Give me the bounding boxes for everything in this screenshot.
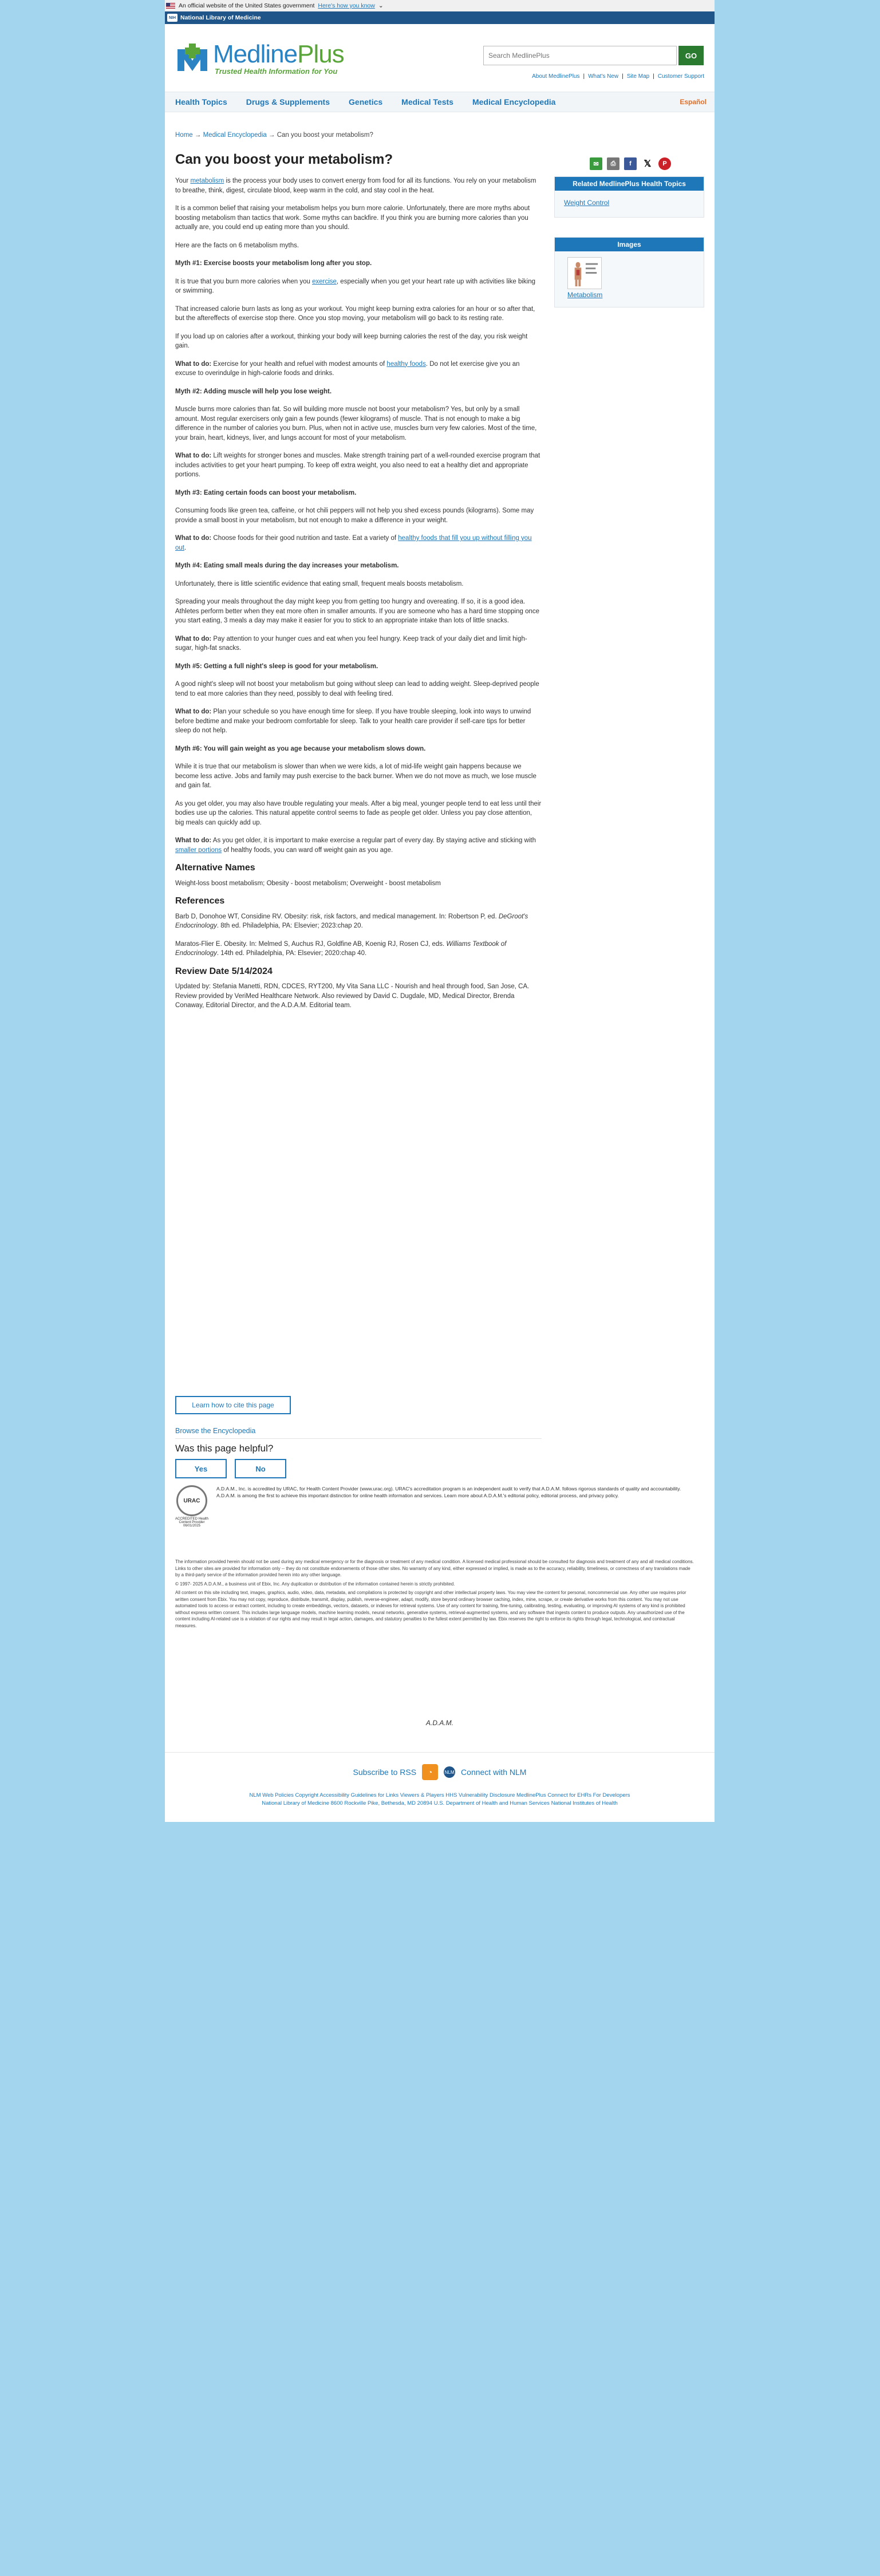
what-to-do: What to do: As you get older, it is important to make exercise a regular part of every day. By staying active and sticking with smaller portions of healthy foods, you can ward off weight gain as you age. <box>175 837 536 854</box>
paragraph: As you get older, you may also have trouble regulating your meals. After a big meal, younger people tend to eat less until their bodies use up the calories. This natural appetite control seems to fade as people get older. Unless you pay close attention, big meals can quickly add up. <box>175 800 542 826</box>
metabolism-link[interactable]: metabolism <box>190 177 224 184</box>
yes-button[interactable]: Yes <box>175 1459 227 1478</box>
search-go-button[interactable]: GO <box>678 46 704 65</box>
disclaimer-paragraph: All content on this site including text, images, graphics, audio, video, data, metadata, and compilations is protected by copyright and other intellectual property laws. You may view the content for personal, noncommercial use. Any other use requires prior written consent from Ebix. You may not copy, reproduce, distribute, transmit, display, publish, reverse-engineer, adapt, modify, store beyond ordinary browser caching, index, mine, scrape, or create derivative works from this content. You may not use automated tools to access or extract content, including to create embeddings, vectors, datasets, or indexes for retrieval systems. Use of any content for training, fine-tuning, calibrating, testing, evaluating, or improving AI systems of any kind is prohibited without express written consent. This includes large language models, machine learning models, neural networks, generative systems, retrieval-augmented systems, and any software that ingests content to produce outputs. Any unauthorized use of the content including AI-related use is a violation of our rights and may result in legal action, damages, and statutory penalties to the fullest extent permitted by law. Ebix reserves the right to enforce its rights through legal, technological, and contractual measures. <box>175 1590 686 1628</box>
breadcrumb-encyclopedia[interactable]: Medical Encyclopedia <box>203 132 267 139</box>
breadcrumb-home[interactable]: Home <box>175 132 193 139</box>
myth-heading: Myth #3: Eating certain foods can boost your metabolism. <box>175 489 357 496</box>
paragraph: Consuming foods like green tea, caffeine, or hot chili peppers will not help you shed excess pounds (kilograms). Some may provide a small boost in your metabolism, but not enough to make a difference in your weight. <box>175 507 534 524</box>
site-map-link[interactable]: Site Map <box>626 73 650 80</box>
search-form <box>483 46 704 65</box>
paragraph: Spreading your meals throughout the day might keep you from getting too hungry and overeating. If so, it is a good idea. Athletes perform better when they eat more often in smaller amounts. If you are someone who has a hard time stopping once you start eating, 3 meals a day may make it easier for you to stick to an appropriate intake than lots of little snacks. <box>175 598 540 624</box>
footer-policy-links[interactable]: NLM Web Policies Copyright Accessibility Guidelines for Links Viewers & Players HHS Vulnerability Disclosure MedlinePlus Connect for EHRs For Developers <box>249 1792 630 1798</box>
related-topics-title: Related MedlinePlus Health Topics <box>555 177 704 191</box>
images-box <box>554 237 704 307</box>
myth-heading: Myth #2: Adding muscle will help you lose weight. <box>175 388 332 395</box>
metabolism-thumbnail[interactable] <box>567 257 602 289</box>
paragraph: It is a common belief that raising your metabolism helps you burn more calorie. Unfortunately, there are more myths about boosting metabolism than tactics that work. Some myths can backfire. If you think you are burning more calories than you actually are, you could end up eating more than you should. <box>175 205 530 231</box>
breadcrumb <box>175 132 373 139</box>
browse-encyclopedia-link[interactable]: Browse the Encyclopedia <box>175 1427 256 1435</box>
adam-logo: A.D.A.M. <box>425 1719 453 1727</box>
gov-banner-text: An official website of the United States government <box>179 2 315 9</box>
helpful-question: Was this page helpful? <box>175 1443 274 1454</box>
reference-item: Barb D, Donohoe WT, Considine RV. Obesity: risk, risk factors, and medical management. In: Robertson P, ed. DeGroot's Endocrinology. 8th ed. Philadelphia, PA: Elsevier; 2023:chap 20. <box>175 913 528 929</box>
nlm-icon[interactable]: NLM <box>444 1766 455 1778</box>
urac-accreditation <box>175 1485 693 1528</box>
what-to-do: What to do: Plan your schedule so you have enough time for sleep. If you have trouble sleeping, look into ways to unwind before bedtime and make your bedroom comfortable for sleep. Talk to your health care provider if self-care tips for better sleep do not help. <box>175 708 531 734</box>
connect-nlm-link[interactable]: Connect with NLM <box>461 1768 527 1777</box>
intro-paragraph: Your metabolism is the process your body uses to convert energy from food for all its functions. You rely on your metabolism to breathe, think, digest, circulate blood, keep warm in the cold, and stay cool in the heat. <box>175 177 536 194</box>
paragraph: While it is true that our metabolism is slower than when we were kids, a lot of mid-life weight gain happens because we become less active. Jobs and family may push exercise to the back burner. When we do not move as much, we lose muscle and gain fat. <box>175 763 536 789</box>
rss-icon[interactable]: ◔ <box>422 1764 438 1780</box>
whats-new-link[interactable]: What's New <box>588 73 619 80</box>
myth-heading: Myth #6: You will gain weight as you age because your metabolism slows down. <box>175 745 426 752</box>
gov-banner <box>165 0 715 11</box>
brand-plus: Plus <box>297 40 344 68</box>
metabolism-image-link[interactable]: Metabolism <box>567 291 603 299</box>
paragraph: Muscle burns more calories than fat. So will building more muscle not boost your metabolism? Yes, but only by a small amount. Most regular exercisers only gain a few pounds (fewer kilograms) of muscle. That is not enough to make a big difference in the number of calories you burn. Plus, when not in active use, muscles burn very few calories. Most of the time, your brain, heart, kidneys, liver, and lungs account for most of your metabolism. <box>175 406 537 441</box>
healthy-foods-fill-link[interactable]: healthy foods that fill you up without filling you out <box>175 535 532 551</box>
paragraph: Unfortunately, there is little scientific evidence that eating small, frequent meals boosts metabolism. <box>175 580 464 587</box>
breadcrumb-arrow: → <box>194 132 202 139</box>
disclaimer-paragraph: The information provided herein should not be used during any medical emergency or for the diagnosis or treatment of any medical condition. A licensed medical professional should be consulted for diagnosis and treatment of any and all medical conditions. Links to other sites are provided for information only -- they do not constitute endorsements of those other sites. No warranty of any kind, either expressed or implied, is made as to the accuracy, reliability, timeliness, or correctness of any translations made by a third-party service of the information provided herein into any other language. <box>175 1559 694 1577</box>
myth-heading: Myth #5: Getting a full night's sleep is good for your metabolism. <box>175 662 378 670</box>
customer-support-link[interactable]: Customer Support <box>657 73 704 80</box>
review-date-heading: Review Date 5/14/2024 <box>175 966 273 976</box>
paragraph: That increased calorie burn lasts as long as your workout. You might keep burning extra calories for an hour or so after that, but the aftereffects of exercise stop there. Once you stop moving, your metabolism will go back to its resting rate. <box>175 305 535 322</box>
medlineplus-logo[interactable] <box>175 41 344 76</box>
site-footer <box>165 1752 715 1822</box>
email-icon[interactable]: ✉ <box>590 157 602 170</box>
paragraph: A good night's sleep will not boost your metabolism but going without sleep can lead to adding weight. Sleep-deprived people tend to eat more calories than they need, possibly to deal with feeling tired. <box>175 681 539 697</box>
feedback-buttons <box>175 1459 286 1478</box>
heres-how-link[interactable]: Here's how you know <box>318 2 375 9</box>
images-title: Images <box>555 238 704 251</box>
nav-medical-tests[interactable]: Medical Tests <box>401 97 453 106</box>
chevron-down-icon[interactable]: ⌄ <box>378 2 384 9</box>
paragraph: It is true that you burn more calories when you exercise, especially when you get your heart rate up with activities like biking or swimming. <box>175 278 536 294</box>
breadcrumb-arrow: → <box>269 132 275 139</box>
healthy-foods-link[interactable]: healthy foods <box>386 360 426 368</box>
subscribe-rss-link[interactable]: Subscribe to RSS <box>353 1768 417 1777</box>
reference-item: Maratos-Flier E. Obesity. In: Melmed S, Auchus RJ, Goldfine AB, Koenig RJ, Rosen CJ, eds. Williams Textbook of Endocrinology. 14th ed. Philadelphia, PA: Elsevier; 2020:chap 40. <box>175 940 507 957</box>
x-icon[interactable]: 𝕏 <box>641 157 654 170</box>
urac-seal-caption: ACCREDITED Health Content Provider 06/01/2025 <box>175 1517 209 1528</box>
what-to-do: What to do: Pay attention to your hunger cues and eat when you feel hungry. Keep track of your daily diet and limit high-sugar, high-fat snacks. <box>175 635 527 652</box>
footer-org-links[interactable]: National Library of Medicine 8600 Rockville Pike, Bethesda, MD 20894 U.S. Department of Health and Human Services National Institutes of Health <box>262 1800 618 1806</box>
espanol-link[interactable]: Español <box>680 98 707 106</box>
medlineplus-logo-icon <box>175 41 210 76</box>
alternative-names: Weight-loss boost metabolism; Obesity - boost metabolism; Overweight - boost metabolism <box>175 879 441 887</box>
nlm-bar <box>165 11 715 24</box>
myth-heading: Myth #1: Exercise boosts your metabolism long after you stop. <box>175 260 372 267</box>
divider <box>175 1438 542 1439</box>
share-bar <box>590 157 671 170</box>
main-nav <box>165 92 715 112</box>
nih-logo-icon[interactable]: NIH <box>167 14 177 22</box>
weight-control-link[interactable]: Weight Control <box>564 199 610 207</box>
paragraph: If you load up on calories after a workout, thinking your body will keep burning calories the rest of the day, you risk weight gain. <box>175 333 528 349</box>
urac-seal-icon: URAC <box>176 1485 207 1516</box>
paragraph: Here are the facts on 6 metabolism myths. <box>175 242 299 249</box>
what-to-do: What to do: Exercise for your health and refuel with modest amounts of healthy foods. Do not let exercise give you an excuse to overindulge in high-calorie foods and drinks. <box>175 360 520 377</box>
facebook-icon[interactable]: f <box>624 157 637 170</box>
alternative-names-heading: Alternative Names <box>175 863 255 873</box>
nav-medical-encyclopedia[interactable]: Medical Encyclopedia <box>472 97 556 106</box>
copyright-paragraph: © 1997- 2025 A.D.A.M., a business unit of Ebix, Inc. Any duplication or distribution of the information contained herein is strictly prohibited. <box>175 1581 455 1587</box>
page-title: Can you boost your metabolism? <box>175 152 393 167</box>
cite-page-button[interactable]: Learn how to cite this page <box>175 1396 291 1414</box>
no-button[interactable]: No <box>235 1459 286 1478</box>
page-container <box>165 24 715 1752</box>
print-icon[interactable]: ⎙ <box>607 157 619 170</box>
what-to-do: What to do: Lift weights for stronger bones and muscles. Make strength training part of a well-rounded exercise program that includes activities to get your heart pumping. To keep off extra weight, you also need to eat a healthy diet and appropriate portions. <box>175 452 540 478</box>
nlm-link[interactable]: National Library of Medicine <box>180 14 261 21</box>
disclaimer <box>175 1559 696 1631</box>
nav-health-topics[interactable]: Health Topics <box>175 97 227 106</box>
related-topics-box <box>554 176 704 218</box>
what-to-do: What to do: Choose foods for their good nutrition and taste. Eat a variety of healthy foods that fill you up without filling you out. <box>175 535 532 551</box>
us-flag-icon <box>166 3 175 9</box>
nav-genetics[interactable]: Genetics <box>349 97 383 106</box>
references-heading: References <box>175 896 225 906</box>
tagline: Trusted Health Information for You <box>215 66 338 76</box>
exercise-link[interactable]: exercise <box>312 278 337 285</box>
about-link[interactable]: About MedlinePlus <box>532 73 580 80</box>
search-input[interactable] <box>483 46 677 65</box>
nav-drugs-supplements[interactable]: Drugs & Supplements <box>246 97 330 106</box>
brand-medline: Medline <box>213 40 298 68</box>
utility-links: About MedlinePlus | What's New | Site Map | Customer Support <box>532 73 704 80</box>
review-text: Updated by: Stefania Manetti, RDN, CDCES, RYT200, My Vita Sana LLC - Nourish and heal through food, San Jose, CA. Review provided by VeriMed Healthcare Network. Also reviewed by David C. Dugdale, MD, Medical Director, Brenda Conaway, Editorial Director, and the A.D.A.M. Editorial team. <box>175 983 530 1009</box>
smaller-portions-link[interactable]: smaller portions <box>175 846 222 854</box>
urac-seal[interactable] <box>175 1485 208 1528</box>
pinterest-icon[interactable]: P <box>658 157 671 170</box>
breadcrumb-current: Can you boost your metabolism? <box>277 132 373 139</box>
article <box>175 151 542 1019</box>
myth-heading: Myth #4: Eating small meals during the day increases your metabolism. <box>175 562 399 569</box>
urac-text: A.D.A.M., Inc. is accredited by URAC, for Health Content Provider (www.urac.org). URAC's accreditation program is an independent audit to verify that A.D.A.M. follows rigorous standards of quality and accountability. A.D.A.M. is among the first to achieve this important distinction for online health information and services. Learn more about A.D.A.M.'s editorial policy, editorial process, and privacy policy. <box>216 1486 681 1498</box>
